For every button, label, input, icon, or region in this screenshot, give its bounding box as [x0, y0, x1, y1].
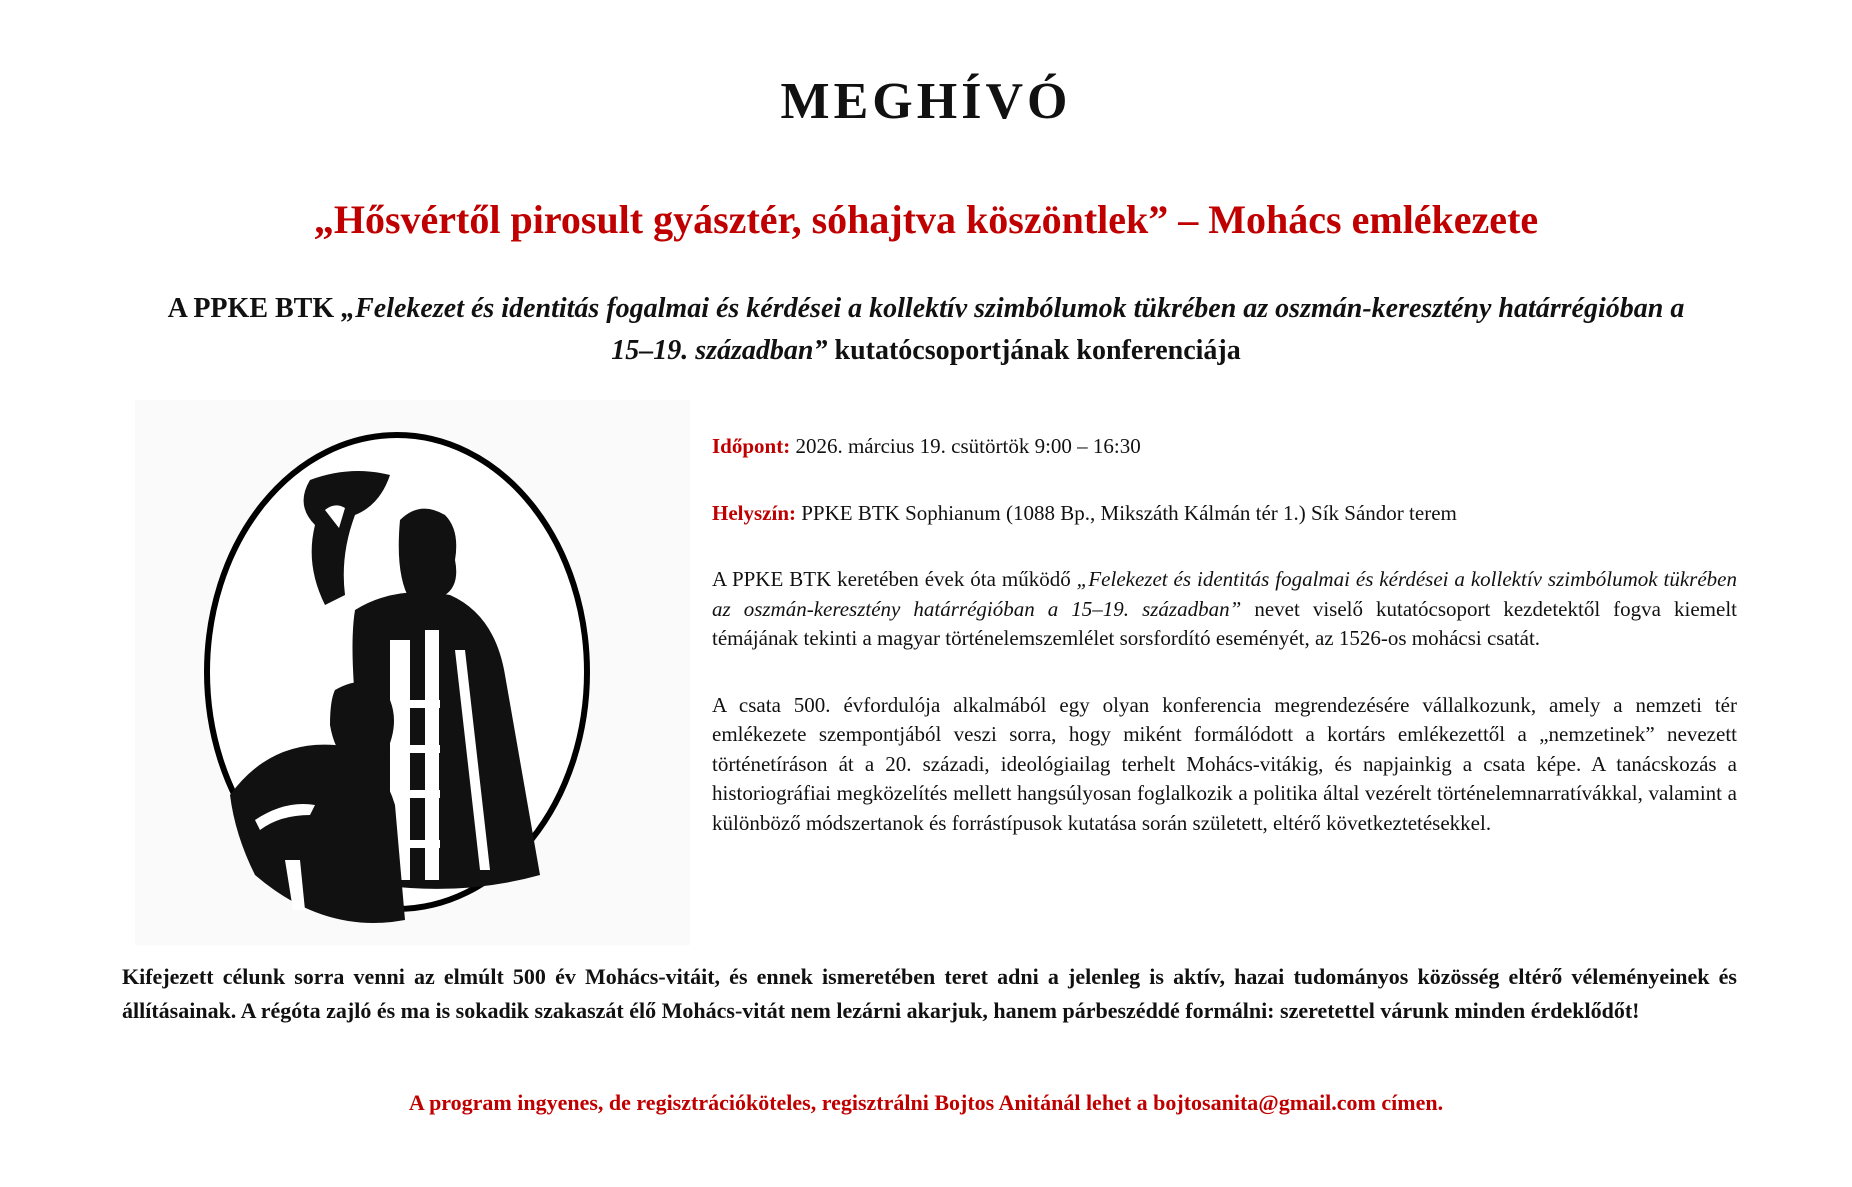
- intro-prefix: A PPKE BTK keretében évek óta működő: [712, 567, 1077, 591]
- place-label: Helyszín:: [712, 500, 796, 525]
- intro-suffix: nevet viselő kutatócsoport kezdetektől fogva kiemelt témájának tekinti a magyar történelemszemlélet sorsfordító eseményét, az 1526-os mohácsi csatát.: [712, 596, 1738, 650]
- conference-subtitle: [160, 288, 1692, 372]
- subtitle-prefix: A PPKE BTK: [167, 293, 342, 324]
- time-label: Időpont:: [712, 434, 791, 458]
- registration-note: [0, 1090, 1852, 1116]
- two-figures-engraving-icon: [135, 400, 690, 945]
- intro-paragraph: [712, 565, 1737, 654]
- place-info: [712, 499, 1737, 529]
- closing-paragraph: Kifejezett célunk sorra venni az elmúlt 500 év Mohács-vitáit, és ennek ismeretében teret adni a jelenleg is aktív, hazai tudományos közösség eltérő véleményeinek és állításainak. A régóta zajló és ma is sokadik szakaszát élő Mohács-vitát nem lezárni akarjuk, hanem párbeszéddé formálni: szeretettel várunk minden érdeklődőt!: [122, 964, 1737, 1023]
- registration-suffix: címen.: [1375, 1090, 1444, 1115]
- subtitle-research-group-name: „Felekezet és identitás fogalmai és kérdései a kollektív szimbólumok tükrében az oszmán-keresztény határrégióban a 15–19. században”: [341, 293, 1685, 366]
- logo-image: [135, 400, 690, 945]
- page-title: MEGHÍVÓ: [780, 73, 1072, 130]
- time-value: 2026. március 19. csütörtök 9:00 – 16:30: [790, 434, 1141, 458]
- description-paragraph: A csata 500. évfordulója alkalmából egy olyan konferencia megrendezésére vállalkozunk, amely a nemzeti tér emlékezete szempontjából veszi sorra, hogy miként formálódott a kortárs emlékezettől a „nemzetinek” nevezett történetíráson át a 20. századi, ideológiailag terhelt Mohács-vitákig, és napjainkig a csata képe. A tanácskozás a historiográfiai megközelítés mellett hangsúlyosan foglalkozik a politika által vezérelt történelemnarratívákkal, valamint a különböző módszertanok és forrástípusok kutatása során született, eltérő következtetésekkel.: [712, 692, 1737, 835]
- place-value: PPKE BTK Sophianum (1088 Bp., Mikszáth Kálmán tér 1.) Sík Sándor terem: [796, 500, 1457, 525]
- registration-text: A program ingyenes, de regisztrációköteles, regisztrálni Bojtos Anitánál lehet a: [408, 1090, 1154, 1115]
- event-details-column: [712, 432, 1737, 875]
- time-info: [712, 432, 1737, 462]
- subtitle-suffix: kutatócsoportjának konferenciája: [827, 335, 1241, 366]
- registration-email-link[interactable]: bojtosanita@gmail.com: [1153, 1090, 1376, 1115]
- intro-research-group-name: „Felekezet és identitás fogalmai és kérdései a kollektív szimbólumok tükrében az oszmán-keresztény határrégióban a 15–19. században”: [712, 567, 1737, 621]
- event-title: „Hősvértől pirosult gyásztér, sóhajtva köszöntlek” – Mohács emlékezete: [313, 197, 1539, 242]
